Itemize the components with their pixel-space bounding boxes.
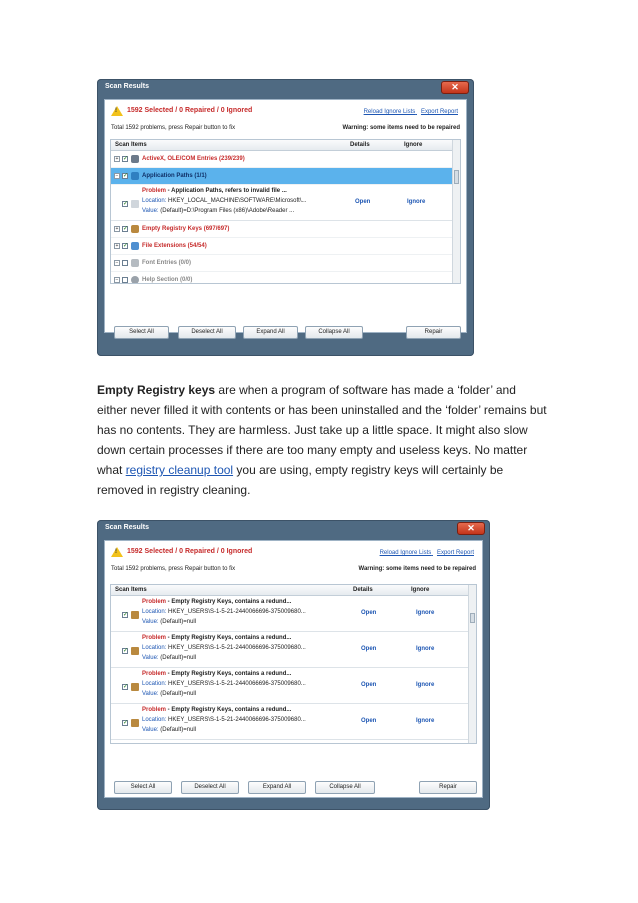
scan-items-grid bbox=[110, 584, 477, 744]
registry-icon bbox=[131, 647, 139, 655]
column-scan-items: Scan Items bbox=[115, 142, 147, 148]
open-link[interactable]: Open bbox=[361, 682, 377, 688]
category-label: File Extensions (54/54) bbox=[142, 243, 207, 249]
problem-prefix: Problem bbox=[142, 707, 167, 713]
close-button[interactable]: ✕ bbox=[457, 522, 485, 535]
expand-all-button[interactable]: Expand All bbox=[243, 326, 298, 339]
category-row-file-extensions[interactable] bbox=[111, 238, 460, 255]
row-checkbox[interactable] bbox=[122, 260, 128, 266]
location-label: Location: bbox=[142, 717, 167, 723]
title-bar bbox=[97, 520, 490, 540]
collapse-toggle[interactable]: − bbox=[115, 173, 119, 179]
registry-icon bbox=[131, 683, 139, 691]
location-value: HKEY_USERS\S-1-5-21-2440066696-375009680... bbox=[166, 645, 306, 651]
document-icon bbox=[131, 200, 139, 208]
category-row-help-section[interactable] bbox=[111, 272, 460, 284]
reload-ignore-lists-link[interactable]: Reload Ignore Lists bbox=[363, 109, 416, 115]
results-panel bbox=[104, 540, 483, 798]
row-checkbox[interactable]: ✓ bbox=[123, 720, 129, 726]
file-icon bbox=[131, 242, 139, 250]
value-label: Value: bbox=[142, 727, 159, 733]
paragraph-bold-term: Empty Registry keys bbox=[97, 383, 216, 397]
repair-button[interactable]: Repair bbox=[419, 781, 477, 794]
row-checkbox[interactable]: ✓ bbox=[123, 201, 129, 207]
ignore-link[interactable]: Ignore bbox=[416, 646, 435, 652]
location-value: HKEY_USERS\S-1-5-21-2440066696-375009680... bbox=[166, 717, 306, 723]
row-checkbox[interactable]: ✓ bbox=[123, 612, 129, 618]
location-value: HKEY_LOCAL_MACHINE\SOFTWARE\Microsoft\... bbox=[166, 198, 307, 204]
category-label: Help Section (0/0) bbox=[142, 277, 193, 283]
ignore-link[interactable]: Ignore bbox=[416, 718, 435, 724]
problem-prefix: Problem bbox=[142, 188, 167, 194]
collapse-all-button[interactable]: Collapse All bbox=[305, 326, 363, 339]
paragraph-text-1: are when a program of software has made a ‘folder’ and either never filled it with contents or has been uninstalled and the ‘folder’ remains but has no contents. They are harmless. Just take up a little space. It might also slow down certain processes if there are too many empty and useless keys. No matter what bbox=[97, 383, 547, 477]
problem-row[interactable] bbox=[111, 704, 476, 740]
scrollbar-thumb[interactable] bbox=[454, 170, 459, 184]
problem-text: - Empty Registry Keys, contains a redund... bbox=[166, 599, 292, 605]
registry-cleanup-tool-link[interactable]: registry cleanup tool bbox=[125, 463, 234, 477]
open-link[interactable]: Open bbox=[361, 718, 377, 724]
value-label: Value: bbox=[142, 208, 159, 214]
help-icon bbox=[131, 276, 139, 284]
close-button[interactable]: ✕ bbox=[441, 81, 469, 94]
problem-row[interactable] bbox=[111, 668, 476, 704]
expand-toggle[interactable]: − bbox=[115, 277, 119, 283]
row-checkbox[interactable]: ✓ bbox=[123, 173, 129, 179]
problem-row[interactable] bbox=[111, 596, 476, 632]
location-label: Location: bbox=[142, 645, 167, 651]
problem-text: - Empty Registry Keys, contains a redund... bbox=[166, 707, 292, 713]
row-checkbox[interactable]: ✓ bbox=[123, 243, 129, 249]
vertical-scrollbar[interactable] bbox=[468, 585, 476, 743]
warning-icon: ! bbox=[111, 106, 123, 116]
scrollbar-thumb[interactable] bbox=[470, 613, 475, 623]
summary-header bbox=[105, 541, 482, 577]
ignore-link[interactable]: Ignore bbox=[407, 199, 426, 205]
value-label: Value: bbox=[142, 619, 159, 625]
column-details: Details bbox=[353, 587, 373, 593]
repair-warning: Warning: some items need to be repaired bbox=[358, 566, 476, 572]
row-checkbox[interactable]: ✓ bbox=[123, 156, 129, 162]
scan-results-window-top bbox=[97, 79, 474, 356]
problem-prefix: Problem bbox=[142, 599, 167, 605]
category-label: Application Paths (1/1) bbox=[142, 173, 207, 179]
title-bar bbox=[97, 79, 474, 99]
registry-icon bbox=[131, 611, 139, 619]
vertical-scrollbar[interactable] bbox=[452, 140, 460, 283]
summary-header bbox=[105, 100, 466, 136]
problem-row[interactable] bbox=[111, 185, 460, 221]
ignore-link[interactable]: Ignore bbox=[416, 610, 435, 616]
repair-warning: Warning: some items need to be repaired bbox=[342, 125, 460, 131]
repair-button[interactable]: Repair bbox=[406, 326, 461, 339]
column-scan-items: Scan Items bbox=[115, 587, 147, 593]
row-checkbox[interactable]: ✓ bbox=[123, 684, 129, 690]
row-checkbox[interactable]: ✓ bbox=[123, 648, 129, 654]
category-row-activex[interactable] bbox=[111, 151, 460, 168]
export-report-link[interactable]: Export Report bbox=[436, 550, 474, 556]
ignore-link[interactable]: Ignore bbox=[416, 682, 435, 688]
value-label: Value: bbox=[142, 691, 159, 697]
value-text: (Default)=null bbox=[158, 727, 197, 733]
problem-text: - Application Paths, refers to invalid file ... bbox=[166, 188, 287, 194]
collapse-all-button[interactable]: Collapse All bbox=[315, 781, 375, 794]
problem-prefix: Problem bbox=[142, 635, 167, 641]
registry-icon bbox=[131, 719, 139, 727]
column-ignore: Ignore bbox=[404, 142, 423, 148]
expand-toggle[interactable]: − bbox=[115, 260, 119, 266]
value-text: (Default)=null bbox=[158, 655, 197, 661]
value-text: (Default)=null bbox=[158, 691, 197, 697]
reload-ignore-lists-link[interactable]: Reload Ignore Lists bbox=[379, 550, 432, 556]
registry-icon bbox=[131, 225, 139, 233]
problem-hint: Total 1592 problems, press Repair button to fix bbox=[111, 125, 236, 131]
location-label: Location: bbox=[142, 198, 167, 204]
problem-row[interactable] bbox=[111, 632, 476, 668]
row-checkbox[interactable]: ✓ bbox=[123, 226, 129, 232]
category-row-empty-registry-keys[interactable] bbox=[111, 221, 460, 238]
column-details: Details bbox=[350, 142, 370, 148]
expand-toggle[interactable]: + bbox=[115, 243, 119, 249]
open-link[interactable]: Open bbox=[361, 646, 377, 652]
location-value: HKEY_USERS\S-1-5-21-2440066696-375009680... bbox=[166, 609, 306, 615]
deselect-all-button[interactable]: Deselect All bbox=[181, 781, 239, 794]
category-row-application-paths[interactable] bbox=[111, 168, 460, 185]
paragraph-text-2: you are using, empty registry keys will certainly be removed in registry cleaning. bbox=[97, 463, 504, 497]
expand-toggle[interactable]: + bbox=[115, 156, 119, 162]
status-summary: 1592 Selected / 0 Repaired / 0 Ignored bbox=[127, 548, 253, 555]
warning-icon: ! bbox=[111, 547, 123, 557]
font-icon bbox=[131, 259, 139, 267]
value-text: (Default)=null bbox=[158, 619, 197, 625]
export-report-link[interactable]: Export Report bbox=[420, 109, 458, 115]
category-label: Font Entries (0/0) bbox=[142, 260, 192, 266]
activex-icon bbox=[131, 155, 139, 163]
article-paragraph bbox=[97, 380, 547, 500]
grid-header bbox=[111, 140, 460, 151]
select-all-button[interactable]: Select All bbox=[114, 781, 172, 794]
problem-hint: Total 1592 problems, press Repair button to fix bbox=[111, 566, 236, 572]
column-ignore: Ignore bbox=[411, 587, 430, 593]
deselect-all-button[interactable]: Deselect All bbox=[178, 326, 236, 339]
value-label: Value: bbox=[142, 655, 159, 661]
scan-results-window-bottom bbox=[97, 520, 490, 810]
results-panel bbox=[104, 99, 467, 333]
expand-all-button[interactable]: Expand All bbox=[248, 781, 306, 794]
expand-toggle[interactable]: + bbox=[115, 226, 119, 232]
open-link[interactable]: Open bbox=[361, 610, 377, 616]
problem-text: - Empty Registry Keys, contains a redund... bbox=[166, 635, 292, 641]
open-link[interactable]: Open bbox=[355, 199, 371, 205]
status-summary: 1592 Selected / 0 Repaired / 0 Ignored bbox=[127, 107, 253, 114]
select-all-button[interactable]: Select All bbox=[114, 326, 169, 339]
location-label: Location: bbox=[142, 681, 167, 687]
problem-prefix: Problem bbox=[142, 671, 167, 677]
row-checkbox[interactable] bbox=[122, 277, 128, 283]
location-value: HKEY_USERS\S-1-5-21-2440066696-375009680... bbox=[166, 681, 306, 687]
category-row-font-entries[interactable] bbox=[111, 255, 460, 272]
scan-items-grid bbox=[110, 139, 461, 284]
problem-text: - Empty Registry Keys, contains a redund... bbox=[166, 671, 292, 677]
value-text: (Default)=D:\Program Files (x86)\Adobe\Reader ... bbox=[158, 208, 295, 214]
location-label: Location: bbox=[142, 609, 167, 615]
category-label: Empty Registry Keys (697/697) bbox=[142, 226, 230, 232]
window-title: Scan Results bbox=[105, 524, 149, 531]
window-title: Scan Results bbox=[105, 83, 149, 90]
grid-header bbox=[111, 585, 476, 596]
category-label: ActiveX, OLE/COM Entries (239/239) bbox=[142, 156, 245, 162]
application-icon bbox=[131, 172, 139, 180]
